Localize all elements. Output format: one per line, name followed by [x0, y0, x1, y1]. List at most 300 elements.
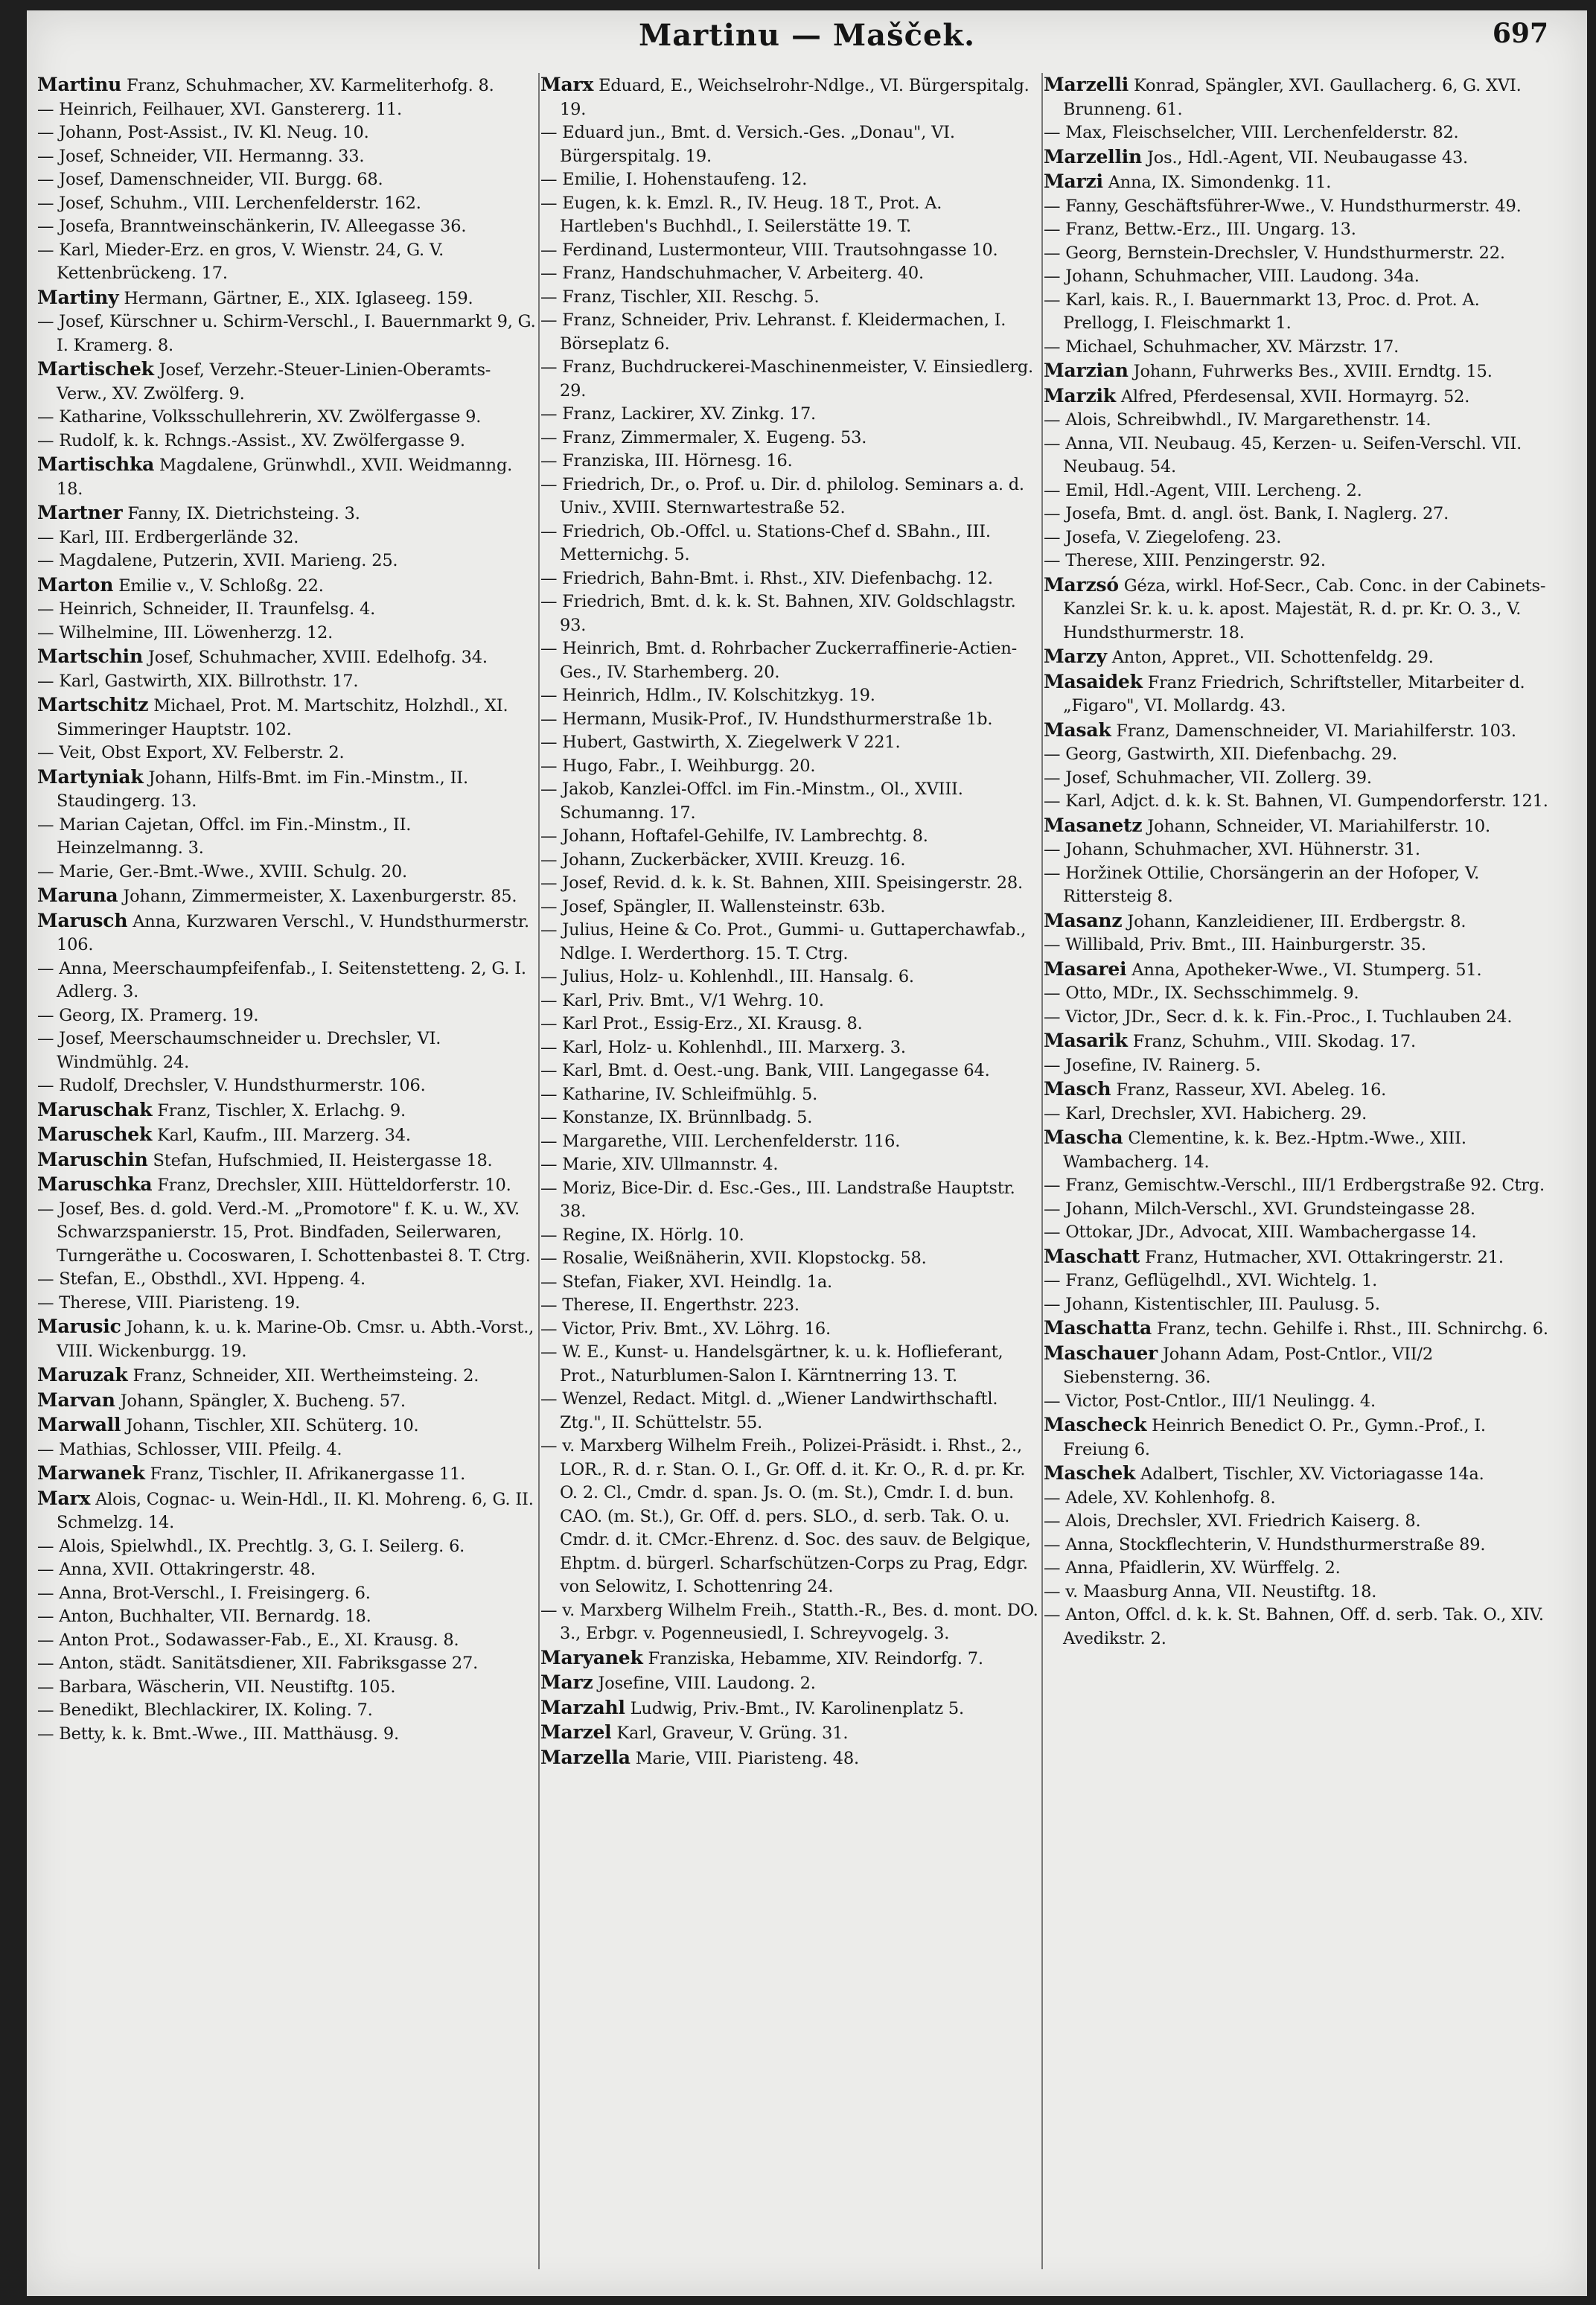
entry-surname: Martyniak: [37, 765, 144, 788]
directory-entry: [37, 814, 537, 861]
directory-entry: [1044, 265, 1551, 289]
directory-entry: [540, 1036, 1041, 1060]
directory-entry: [1044, 1126, 1551, 1174]
entry-details: — Johann, Zuckerbäcker, XVIII. Kreuzg. 16.: [540, 849, 906, 870]
directory-entry: [37, 1004, 537, 1028]
directory-entry: [540, 1106, 1041, 1130]
entry-details: — Alois, Spielwhdl., IX. Prechtlg. 3, G. I. Seilerg. 6.: [37, 1536, 465, 1556]
entry-details: — Josefa, Bmt. d. angl. öst. Bank, I. Naglerg. 27.: [1044, 504, 1449, 523]
entry-details: — Friedrich, Ob.-Offcl. u. Stations-Chef d. SBahn., III. Metternichg. 5.: [540, 521, 991, 564]
directory-entry: [37, 1558, 537, 1582]
directory-entry: [540, 590, 1041, 637]
entry-details: — Stefan, E., Obsthdl., XVI. Hppeng. 4.: [37, 1269, 366, 1289]
directory-entry: [1044, 1006, 1551, 1030]
directory-entry: [1044, 982, 1551, 1006]
entry-details: Emilie v., V. Schloßg. 22.: [118, 576, 324, 596]
entry-details: — Franz, Bettw.-Erz., III. Ungarg. 13.: [1044, 220, 1356, 239]
entry-details: — Karl, III. Erdbergerlände 32.: [37, 527, 299, 547]
entry-surname: Masanetz: [1044, 814, 1143, 836]
entry-details: — Rosalie, Weißnäherin, XVII. Klopstockg. 58.: [540, 1249, 927, 1268]
entry-details: — Johann, Schuhmacher, XVI. Hühnerstr. 31.: [1044, 840, 1420, 859]
directory-entry: [37, 145, 537, 169]
directory-entry: [1044, 814, 1551, 839]
directory-entry: [37, 453, 537, 501]
directory-entry: [1044, 1029, 1551, 1054]
entry-surname: Martischek: [37, 358, 154, 380]
directory-entry: [37, 526, 537, 550]
entry-details: — Anna, Brot-Verschl., I. Freisingerg. 6.: [37, 1583, 371, 1603]
directory-entry: [37, 957, 537, 1004]
directory-page: [27, 10, 1587, 2296]
directory-entry: [540, 1083, 1041, 1107]
column-divider: [538, 73, 540, 2269]
directory-entry: [1044, 645, 1551, 670]
entry-surname: Masak: [1044, 718, 1111, 741]
entry-details: — Josefine, IV. Rainerg. 5.: [1044, 1055, 1261, 1075]
entry-details: — Josef, Schneider, VII. Hermanng. 33.: [37, 146, 365, 166]
entry-surname: Marzian: [1044, 360, 1129, 381]
entry-details: — Franz, Schneider, Priv. Lehranst. f. Kleidermachen, I. Börseplatz 6.: [540, 310, 1006, 354]
entry-details: — Margarethe, VIII. Lerchenfelderstr. 116.: [540, 1131, 901, 1151]
entry-details: Stefan, Hufschmied, II. Heistergasse 18.: [153, 1150, 493, 1170]
entry-details: — Jakob, Kanzlei-Offcl. im Fin.-Minstm., Ol., XVIII. Schumanng. 17.: [540, 780, 963, 823]
entry-details: — Veit, Obst Export, XV. Felberstr. 2.: [37, 743, 345, 762]
entry-details: — Karl, Gastwirth, XIX. Billrothstr. 17.: [37, 671, 359, 691]
entry-surname: Marwall: [37, 1414, 121, 1435]
directory-entry: [540, 755, 1041, 779]
entry-details: — Josefa, Branntweinschänkerin, IV. Alleegasse 36.: [37, 217, 467, 236]
entry-details: — Georg, Gastwirth, XII. Diefenbachg. 29.: [1044, 745, 1397, 764]
entry-details: Josefine, VIII. Laudong. 2.: [598, 1674, 816, 1693]
directory-entry: [540, 1721, 1041, 1746]
entry-details: — v. Marxberg Wilhelm Freih., Polizei-Präsidt. i. Rhst., 2., LOR., R. d. r. Stan. O. I., Gr. Off. d. it. Kr. O., R. d. pr. Kr. O. 2. Cl., Cmdr. d. span. Js. O. (m. St.), Cmdr. I. d. bun. CAO. (m. St.), Gr. Off. d. pers. SLO., d. serb. Tak. O. u. Cmdr. d. it. CMcr.-Ehrenz. d. Soc. des sauv. de Belgique, Ehptm. d. bürgerl. Scharfschützen-Corps zu Prag, Edgr. von Selowitz, I. Schottenring 24.: [540, 1436, 1031, 1596]
running-head: Martinu — Mašček.: [638, 18, 976, 53]
directory-entry: [37, 1363, 537, 1389]
directory-entry: [540, 1341, 1041, 1388]
entry-details: — Wilhelmine, III. Löwenherzg. 12.: [37, 622, 333, 643]
directory-entry: [1044, 1413, 1551, 1461]
entry-surname: Marx: [540, 74, 594, 95]
directory-entry: [540, 684, 1041, 708]
entry-details: Fanny, IX. Dietrichsteing. 3.: [127, 504, 360, 523]
entry-surname: Maschek: [1044, 1462, 1136, 1484]
directory-entry: [1044, 670, 1551, 718]
entry-details: — Anna, XVII. Ottakringerstr. 48.: [37, 1560, 316, 1579]
directory-entry: [1044, 1269, 1551, 1293]
directory-entry: [1044, 862, 1551, 909]
entry-surname: Maruschak: [37, 1098, 153, 1120]
entry-details: — Anton, städt. Sanitätsdiener, XII. Fabriksgasse 27.: [37, 1654, 479, 1673]
directory-entry: [1044, 1054, 1551, 1078]
directory-entry: [37, 1268, 537, 1292]
directory-entry: [540, 1671, 1041, 1696]
entry-surname: Mascheck: [1044, 1414, 1147, 1435]
entry-details: Franz, Damenschneider, VI. Mariahilferstr. 103.: [1116, 721, 1516, 741]
entry-details: Johann, Fuhrwerks Bes., XVIII. Erndtg. 15.: [1133, 362, 1493, 381]
directory-entry: [37, 310, 537, 357]
entry-details: Franz, Schuhmacher, XV. Karmeliterhofg. 8.: [127, 76, 494, 95]
entry-details: — Franz, Tischler, XII. Reschg. 5.: [540, 287, 820, 307]
entry-details: — Anton Prot., Sodawasser-Fab., E., XI. Krausg. 8.: [37, 1630, 459, 1650]
entry-details: — Ottokar, JDr., Advocat, XIII. Wambachergasse 14.: [1044, 1222, 1477, 1242]
directory-entry: [37, 622, 537, 645]
directory-entry: [1044, 479, 1551, 503]
entry-details: — Josef, Revid. d. k. k. St. Bahnen, XIII. Speisingerstr. 28.: [540, 873, 1023, 893]
entry-details: — Hermann, Musik-Prof., IV. Hundsthurmerstraße 1b.: [540, 709, 993, 729]
directory-entry: [37, 430, 537, 453]
entry-details: — Heinrich, Hdlm., IV. Kolschitzkyg. 19.: [540, 686, 875, 705]
entry-details: Hermann, Gärtner, E., XIX. Iglaseeg. 159.: [124, 288, 473, 308]
entry-surname: Martschin: [37, 645, 143, 667]
directory-entry: [1044, 573, 1551, 645]
entry-surname: Maryanek: [540, 1646, 643, 1668]
entry-details: — Otto, MDr., IX. Sechsschimmelg. 9.: [1044, 983, 1359, 1003]
entry-details: — Franz, Handschuhmacher, V. Arbeiterg. 40.: [540, 264, 924, 283]
directory-entry: [540, 919, 1041, 966]
entry-details: — Karl, Priv. Bmt., V/1 Wehrg. 10.: [540, 990, 824, 1010]
entry-surname: Maschatt: [1044, 1245, 1140, 1267]
directory-entry: [37, 909, 537, 957]
entry-details: — Emil, Hdl.-Agent, VIII. Lercheng. 2.: [1044, 480, 1362, 500]
entry-details: — Heinrich, Bmt. d. Rohrbacher Zuckerraffinerie-Actien-Ges., IV. Starhemberg. 20.: [540, 639, 1018, 682]
directory-entry: [37, 121, 537, 145]
entry-details: — Anton, Offcl. d. k. k. St. Bahnen, Off. d. serb. Tak. O., XIV. Avedikstr. 2.: [1044, 1605, 1544, 1648]
entry-details: — Moriz, Bice-Dir. d. Esc.-Ges., III. Landstraße Hauptstr. 38.: [540, 1178, 1015, 1221]
directory-entry: [37, 1098, 537, 1123]
entry-details: — Victor, JDr., Secr. d. k. k. Fin.-Proc., I. Tuchlauben 24.: [1044, 1007, 1513, 1027]
entry-details: Konrad, Spängler, XVI. Gaullacherg. 6, G. XVI. Brunneng. 61.: [1063, 76, 1522, 119]
entry-surname: Marton: [37, 573, 114, 596]
directory-entry: [37, 861, 537, 884]
entry-details: — Josef, Kürschner u. Schirm-Verschl., I. Bauernmarkt 9, G. I. Kramerg. 8.: [37, 312, 536, 355]
entry-details: — Johann, Milch-Verschl., XVI. Grundsteingasse 28.: [1044, 1199, 1475, 1219]
directory-entry: [37, 670, 537, 694]
directory-entry: [1044, 838, 1551, 862]
entry-details: — Hugo, Fabr., I. Weihburgg. 20.: [540, 756, 816, 776]
entry-details: Anna, IX. Simondenkg. 11.: [1108, 173, 1332, 192]
entry-details: — Regine, IX. Hörlg. 10.: [540, 1225, 744, 1245]
entry-details: Clementine, k. k. Bez.-Hptm.-Wwe., XIII. Wambacherg. 14.: [1063, 1129, 1466, 1172]
entry-details: Adalbert, Tischler, XV. Victoriagasse 14a.: [1140, 1464, 1484, 1484]
entry-details: Anna, Kurzwaren Verschl., V. Hundsthurmerstr. 106.: [57, 911, 529, 954]
entry-details: Josef, Schuhmacher, XVIII. Edelhofg. 34.: [147, 648, 488, 667]
entry-details: — Ferdinand, Lustermonteur, VIII. Trautsohngasse 10.: [540, 240, 998, 260]
entry-details: Franz, Hutmacher, XVI. Ottakringerstr. 21.: [1145, 1247, 1504, 1267]
entry-surname: Maruschek: [37, 1123, 153, 1145]
entry-details: Franziska, Hebamme, XIV. Reindorfg. 7.: [648, 1648, 983, 1668]
directory-entry: [1044, 1581, 1551, 1604]
entry-surname: Marzellin: [1044, 145, 1143, 168]
directory-entry: [37, 239, 537, 286]
directory-entry: [1044, 790, 1551, 814]
entry-surname: Masaidek: [1044, 670, 1143, 692]
column-middle: [540, 73, 1041, 2284]
directory-entry: [37, 192, 537, 216]
entry-details: — Benedikt, Blechlackirer, IX. Koling. 7.: [37, 1700, 373, 1720]
entry-details: — Franz, Gemischtw.-Verschl., III/1 Erdbergstraße 92. Ctrg.: [1044, 1176, 1545, 1195]
entry-details: — Heinrich, Schneider, II. Traunfelsg. 4.: [37, 599, 376, 619]
directory-entry: [540, 825, 1041, 849]
entry-details: Franz, Tischler, II. Afrikanergasse 11.: [150, 1464, 466, 1484]
directory-entry: [1044, 336, 1551, 360]
directory-entry: [37, 1198, 537, 1269]
entry-details: — Johann, Schuhmacher, VIII. Laudong. 34a.: [1044, 267, 1420, 286]
entry-details: — v. Maasburg Anna, VII. Neustiftg. 18.: [1044, 1581, 1377, 1601]
directory-entry: [540, 168, 1041, 192]
directory-entry: [37, 1148, 537, 1173]
entry-details: Karl, Kaufm., III. Marzerg. 34.: [157, 1126, 411, 1145]
entry-details: — Marie, XIV. Ullmannstr. 4.: [540, 1155, 779, 1174]
directory-entry: [1044, 121, 1551, 145]
entry-surname: Marx: [37, 1487, 91, 1509]
directory-entry: [1044, 1103, 1551, 1126]
directory-entry: [37, 1699, 537, 1723]
entry-details: Marie, VIII. Piaristeng. 48.: [635, 1748, 859, 1768]
entry-surname: Maruschin: [37, 1148, 148, 1170]
entry-details: — Katharine, IV. Schleifmühlg. 5.: [540, 1084, 818, 1104]
entry-details: — Georg, Bernstein-Drechsler, V. Hundsthurmerstr. 22.: [1044, 243, 1505, 263]
entry-surname: Marzik: [1044, 384, 1116, 407]
entry-details: — Josef, Damenschneider, VII. Burgg. 68.: [37, 170, 383, 189]
entry-details: — Johann, Hoftafel-Gehilfe, IV. Lambrechtg. 8.: [540, 826, 928, 846]
directory-entry: [37, 1074, 537, 1098]
entry-details: — Georg, IX. Pramerg. 19.: [37, 1005, 259, 1025]
entry-details: — Karl, Mieder-Erz. en gros, V. Wienstr. 24, G. V. Kettenbrückeng. 17.: [37, 240, 444, 283]
entry-details: — Victor, Priv. Bmt., XV. Löhrg. 16.: [540, 1319, 831, 1339]
entry-details: — Katharine, Volksschullehrerin, XV. Zwölfergasse 9.: [37, 407, 482, 427]
directory-entry: [1044, 1245, 1551, 1270]
entry-surname: Martischka: [37, 453, 155, 475]
directory-entry: [1044, 743, 1551, 767]
entry-details: — Willibald, Priv. Bmt., III. Hainburgerstr. 35.: [1044, 935, 1426, 954]
directory-entry: [1044, 549, 1551, 573]
entry-details: Johann, Spängler, X. Bucheng. 57.: [120, 1391, 406, 1411]
directory-entry: [540, 262, 1041, 286]
entry-surname: Marwanek: [37, 1462, 145, 1484]
directory-entry: [37, 1487, 537, 1535]
entry-details: — Josef, Spängler, II. Wallensteinstr. 63b.: [540, 896, 886, 916]
entry-details: — Anna, Stockflechterin, V. Hundsthurmerstraße 89.: [1044, 1534, 1486, 1555]
directory-entry: [540, 1130, 1041, 1154]
entry-details: — Marie, Ger.-Bmt.-Wwe., XVIII. Schulg. 20.: [37, 861, 407, 881]
entry-surname: Maruzak: [37, 1364, 128, 1386]
directory-entry: [540, 1247, 1041, 1271]
directory-entry: [1044, 767, 1551, 791]
directory-entry: [1044, 1510, 1551, 1534]
entry-details: — Anton, Buchhalter, VII. Bernardg. 18.: [37, 1607, 371, 1626]
directory-entry: [1044, 1390, 1551, 1414]
directory-entry: [1044, 195, 1551, 219]
directory-entry: [540, 896, 1041, 919]
entry-details: — Heinrich, Feilhauer, XVI. Ganstererg. 11.: [37, 99, 402, 119]
directory-entry: [540, 989, 1041, 1013]
directory-entry: [540, 1271, 1041, 1295]
directory-entry: [37, 1461, 537, 1487]
page-number: 697: [1492, 18, 1548, 49]
entry-details: — Karl, Adjct. d. k. k. St. Bahnen, VI. Gumpendorferstr. 121.: [1044, 791, 1548, 811]
entry-details: — Rudolf, k. k. Rchngs.-Assist., XV. Zwölfergasse 9.: [37, 430, 465, 450]
directory-entry: [1044, 359, 1551, 384]
entry-details: — Anna, Meerschaumpfeifenfab., I. Seitenstetteng. 2, G. I. Adlerg. 3.: [37, 958, 526, 1001]
entry-details: Johann, Zimmermeister, X. Laxenburgerstr. 85.: [123, 887, 517, 906]
entry-details: — Friedrich, Bahn-Bmt. i. Rhst., XIV. Diefenbachg. 12.: [540, 568, 993, 588]
entry-details: — Magdalene, Putzerin, XVII. Marieng. 25.: [37, 551, 398, 570]
entry-surname: Masch: [1044, 1078, 1111, 1100]
entry-details: Josef, Verzehr.-Steuer-Linien-Oberamts-Verw., XV. Zwölferg. 9.: [57, 360, 491, 404]
entry-surname: Marzahl: [540, 1696, 625, 1718]
directory-entry: [540, 1013, 1041, 1036]
directory-entry: [540, 192, 1041, 239]
directory-entry: [540, 966, 1041, 989]
directory-entry: [540, 450, 1041, 474]
column-right: [1044, 73, 1551, 2284]
entry-details: — Fanny, Geschäftsführer-Wwe., V. Hundsthurmerstr. 49.: [1044, 196, 1522, 216]
directory-entry: [1044, 218, 1551, 242]
directory-entry: [1044, 170, 1551, 195]
directory-entry: [37, 357, 537, 406]
entry-details: — Josef, Bes. d. gold. Verd.-M. „Promotore" f. K. u. W., XV. Schwarzspanierstr. 15, Prot. Bindfaden, Seilerwaren, Turngeräthe u. Cocoswaren, I. Schottenbastei 8. T. Ctrg.: [37, 1199, 531, 1266]
entry-details: Karl, Graveur, V. Grüng. 31.: [616, 1724, 849, 1743]
entry-details: Franz, Schuhm., VIII. Skodag. 17.: [1132, 1032, 1416, 1051]
directory-entry: [37, 549, 537, 573]
directory-entry: [37, 1676, 537, 1700]
directory-entry: [37, 765, 537, 814]
entry-surname: Martiny: [37, 286, 119, 308]
directory-entry: [1044, 1557, 1551, 1581]
directory-entry: [1044, 1461, 1551, 1487]
directory-entry: [1044, 1342, 1551, 1390]
entry-details: — Michael, Schuhmacher, XV. Märzstr. 17.: [1044, 337, 1399, 357]
entry-surname: Masarei: [1044, 957, 1127, 980]
entry-details: Eduard, E., Weichselrohr-Ndlge., VI. Bürgerspitalg. 19.: [560, 76, 1030, 119]
directory-entry: [37, 1438, 537, 1462]
directory-entry: [540, 403, 1041, 427]
directory-entry: [37, 884, 537, 909]
column-divider: [1041, 73, 1043, 2269]
directory-entry: [1044, 1316, 1551, 1342]
directory-entry: [37, 1389, 537, 1414]
entry-details: — Emilie, I. Hohenstaufeng. 12.: [540, 170, 808, 189]
directory-entry: [540, 427, 1041, 450]
directory-entry: [1044, 1077, 1551, 1103]
directory-entry: [37, 168, 537, 192]
entry-surname: Marzelli: [1044, 74, 1129, 95]
entry-details: — Mathias, Schlosser, VIII. Pfeilg. 4.: [37, 1439, 342, 1459]
directory-entry: [540, 567, 1041, 591]
directory-entry: [540, 520, 1041, 567]
directory-entry: [37, 1292, 537, 1316]
entry-details: Heinrich Benedict O. Pr., Gymn.-Prof., I. Freiung 6.: [1063, 1416, 1486, 1459]
entry-surname: Marusch: [37, 909, 128, 931]
directory-entry: [540, 1388, 1041, 1435]
page-header: [27, 15, 1587, 61]
entry-details: — Anna, VII. Neubaug. 45, Kerzen- u. Seifen-Verschl. VII. Neubaug. 54.: [1044, 433, 1522, 476]
directory-entry: [540, 849, 1041, 873]
directory-entry: [37, 215, 537, 239]
directory-entry: [540, 1318, 1041, 1342]
entry-details: — Karl, kais. R., I. Bauernmarkt 13, Proc. d. Prot. A. Prellogg, I. Fleischmarkt 1.: [1044, 290, 1480, 333]
directory-entry: [1044, 503, 1551, 526]
directory-entry: [540, 778, 1041, 825]
entry-details: — Rudolf, Drechsler, V. Hundsthurmerstr. 106.: [37, 1076, 426, 1095]
entry-details: — Friedrich, Bmt. d. k. k. St. Bahnen, XIV. Goldschlagstr. 93.: [540, 592, 1016, 635]
entry-details: — Therese, VIII. Piaristeng. 19.: [37, 1292, 301, 1313]
entry-surname: Marzel: [540, 1721, 612, 1743]
entry-details: Alois, Cognac- u. Wein-Hdl., II. Kl. Mohreng. 6, G. II. Schmelzg. 14.: [57, 1489, 534, 1532]
entry-details: — Stefan, Fiaker, XVI. Heindlg. 1a.: [540, 1272, 832, 1292]
entry-surname: Marz: [540, 1671, 593, 1693]
directory-entry: [540, 1646, 1041, 1671]
entry-details: Anton, Appret., VII. Schottenfeldg. 29.: [1111, 648, 1434, 667]
directory-entry: [540, 356, 1041, 403]
entry-details: — Johann, Post-Assist., IV. Kl. Neug. 10.: [37, 123, 369, 142]
entry-surname: Maruna: [37, 884, 118, 906]
entry-details: — Julius, Heine & Co. Prot., Gummi- u. Guttaperchawfab., Ndlge. I. Werderthorg. 15. T. Ctrg.: [540, 920, 1027, 963]
entry-details: — Alois, Drechsler, XVI. Friedrich Kaiserg. 8.: [1044, 1511, 1421, 1531]
directory-entry: [540, 1059, 1041, 1083]
entry-details: — Karl, Bmt. d. Oest.-ung. Bank, VIII. Langegasse 64.: [540, 1061, 990, 1080]
directory-entry: [540, 1599, 1041, 1646]
directory-entry: [37, 573, 537, 599]
entry-details: — Adele, XV. Kohlenhofg. 8.: [1044, 1488, 1276, 1508]
directory-entry: [1044, 242, 1551, 266]
directory-entry: [37, 1582, 537, 1606]
column-left: [37, 73, 537, 2284]
entry-surname: Mascha: [1044, 1126, 1123, 1148]
entry-details: — Josef, Meerschaumschneider u. Drechsler, VI. Windmühlg. 24.: [37, 1029, 441, 1072]
entry-surname: Maschauer: [1044, 1342, 1158, 1364]
entry-details: — Victor, Post-Cntlor., III/1 Neulingg. 4.: [1044, 1391, 1376, 1411]
entry-details: — Eugen, k. k. Emzl. R., IV. Heug. 18 T., Prot. A. Hartleben's Buchhdl., I. Seilerstätte 19. T.: [540, 193, 942, 236]
directory-entry: [37, 693, 537, 742]
directory-entry: [37, 1535, 537, 1559]
entry-details: Johann, Hilfs-Bmt. im Fin.-Minstm., II. Staudingerg. 13.: [57, 768, 468, 811]
entry-details: — Wenzel, Redact. Mitgl. d. „Wiener Landwirthschaftl. Ztg.", II. Schüttelstr. 55.: [540, 1389, 998, 1432]
directory-entry: [540, 1294, 1041, 1318]
directory-entry: [37, 98, 537, 122]
directory-entry: [1044, 145, 1551, 170]
directory-entry: [540, 708, 1041, 732]
directory-entry: [1044, 384, 1551, 409]
entry-details: — Franz, Geflügelhdl., XVI. Wichtelg. 1.: [1044, 1271, 1378, 1290]
entry-details: — Karl, Drechsler, XVI. Habicherg. 29.: [1044, 1103, 1367, 1123]
entry-surname: Masanz: [1044, 909, 1123, 931]
entry-surname: Martschitz: [37, 694, 149, 715]
entry-details: — Franz, Zimmermaler, X. Eugeng. 53.: [540, 427, 867, 447]
entry-details: Magdalene, Grünwhdl., XVII. Weidmanng. 18.: [57, 456, 513, 499]
directory-entry: [540, 731, 1041, 755]
entry-details: Franz, Rasseur, XVI. Abeleg. 16.: [1116, 1080, 1387, 1100]
directory-entry: [1044, 433, 1551, 479]
directory-entry: [37, 1723, 537, 1747]
entry-surname: Marusic: [37, 1316, 121, 1337]
directory-entry: [37, 1123, 537, 1148]
directory-entry: [540, 1746, 1041, 1771]
entry-surname: Masarik: [1044, 1030, 1128, 1051]
entry-details: Jos., Hdl.-Agent, VII. Neubaugasse 43.: [1146, 147, 1469, 168]
directory-entry: [540, 872, 1041, 896]
directory-entry: [37, 286, 537, 311]
entry-details: Franz, techn. Gehilfe i. Rhst., III. Schnirchg. 6.: [1157, 1319, 1548, 1339]
entry-details: — Barbara, Wäscherin, VII. Neustiftg. 105.: [37, 1677, 396, 1697]
directory-entry: [540, 1435, 1041, 1599]
entry-details: Johann, Schneider, VI. Mariahilferstr. 10.: [1147, 816, 1491, 836]
directory-entry: [540, 1153, 1041, 1177]
entry-details: — Johann, Kistentischler, III. Paulusg. 5.: [1044, 1294, 1380, 1314]
entry-details: — W. E., Kunst- u. Handelsgärtner, k. u. k. Hoflieferant, Prot., Naturblumen-Salon I. Kärntnerring 13. T.: [540, 1342, 1003, 1386]
entry-surname: Martinu: [37, 74, 122, 95]
entry-surname: Marzella: [540, 1746, 631, 1768]
